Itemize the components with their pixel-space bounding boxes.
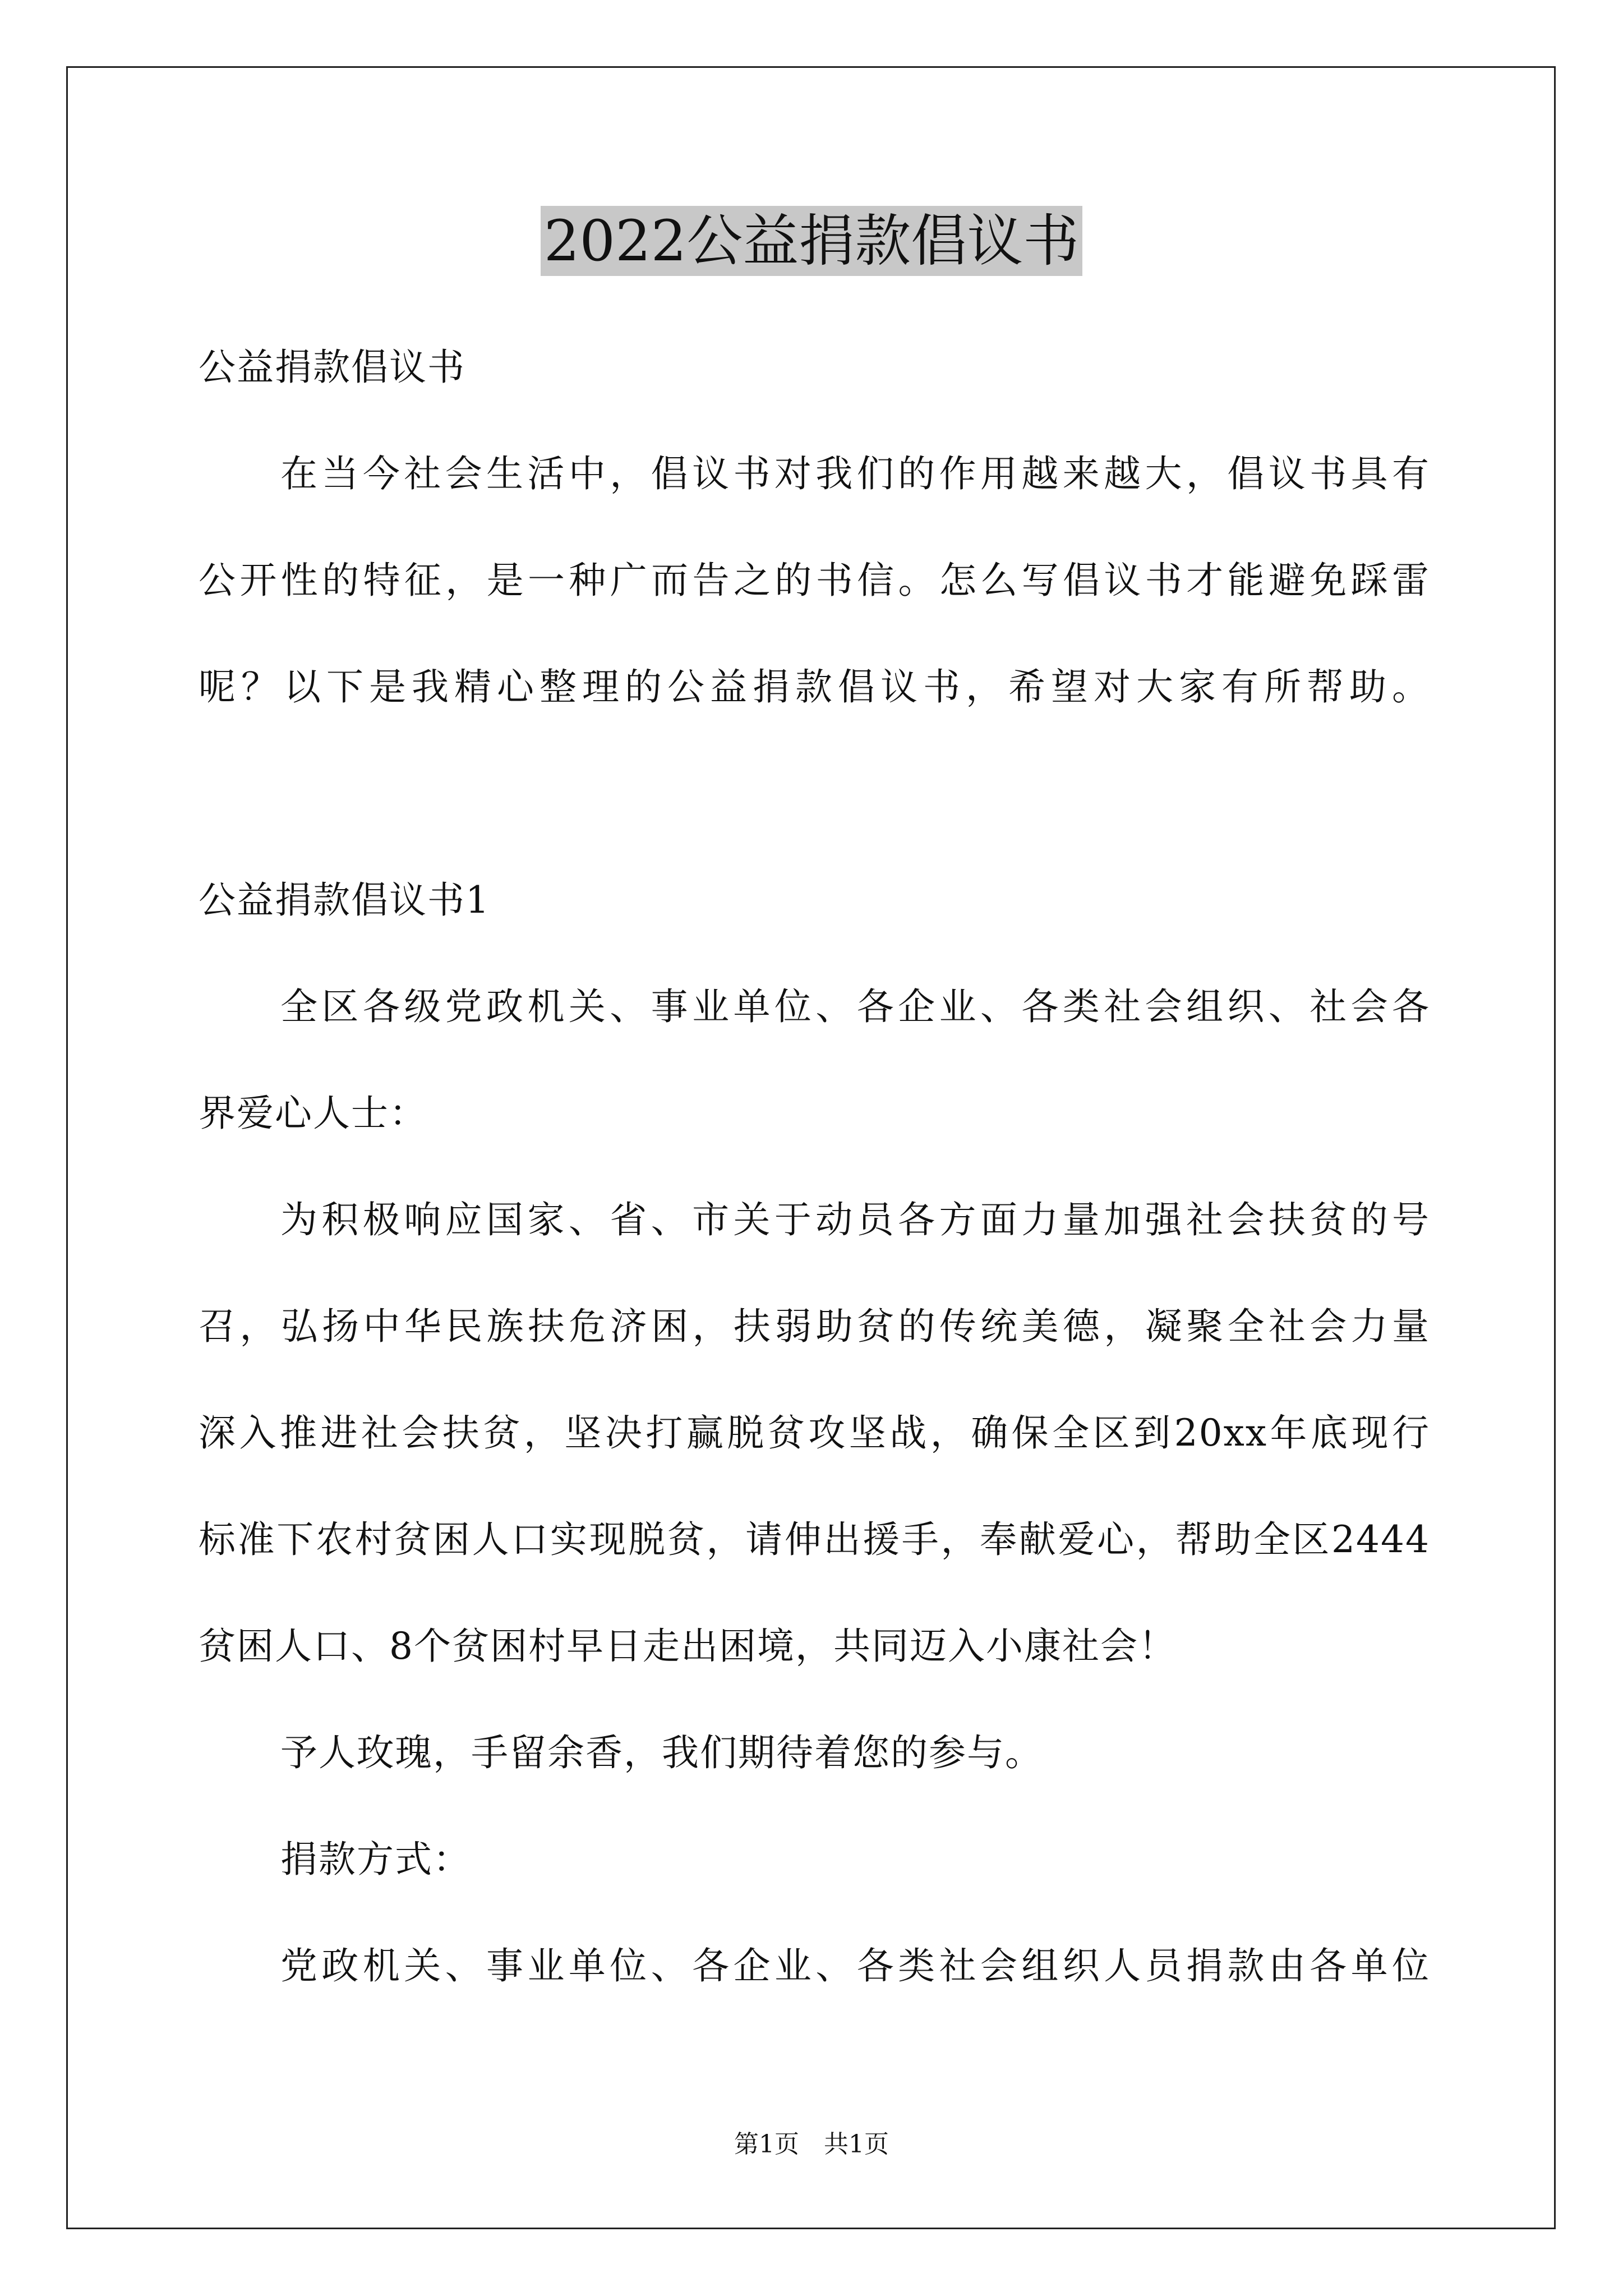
text-line: 捐款方式： (280, 1838, 471, 1881)
text-line: 公开性的特征，是一种广而告之的书信。怎么写倡议书才能避免踩雷 (199, 559, 1430, 602)
text-line: 公益捐款倡议书 (199, 346, 465, 389)
text-line: 为积极响应国家、省、市关于动员各方面力量加强社会扶贫的号 (280, 1198, 1430, 1241)
text-line: 界爱心人士： (199, 1092, 427, 1135)
document-title (0, 208, 1623, 275)
text-line: 深入推进社会扶贫，坚决打赢脱贫攻坚战，确保全区到20xx年底现行 (199, 1411, 1430, 1455)
text-line: 党政机关、事业单位、各企业、各类社会组织人员捐款由各单位 (280, 1944, 1430, 1987)
text-line: 全区各级党政机关、事业单位、各企业、各类社会组织、社会各 (280, 985, 1430, 1028)
text-line: 呢？以下是我精心整理的公益捐款倡议书，希望对大家有所帮助。 (199, 665, 1430, 708)
text-line: 公益捐款倡议书1 (199, 878, 490, 922)
document-title-text: 2022公益捐款倡议书 (541, 206, 1083, 276)
page-border (66, 66, 1556, 2229)
text-line: 标准下农村贫困人口实现脱贫，请伸出援手，奉献爱心，帮助全区2444 (199, 1518, 1430, 1561)
page-footer: 第1页 共1页 (734, 2130, 889, 2159)
text-line: 贫困人口、8个贫困村早日走出困境，共同迈入小康社会！ (199, 1625, 1177, 1668)
text-line: 在当今社会生活中，倡议书对我们的作用越来越大，倡议书具有 (280, 452, 1430, 495)
text-line: 召，弘扬中华民族扶危济困，扶弱助贫的传统美德，凝聚全社会力量 (199, 1305, 1430, 1348)
text-line: 予人玫瑰，手留余香，我们期待着您的参与。 (280, 1731, 1043, 1774)
